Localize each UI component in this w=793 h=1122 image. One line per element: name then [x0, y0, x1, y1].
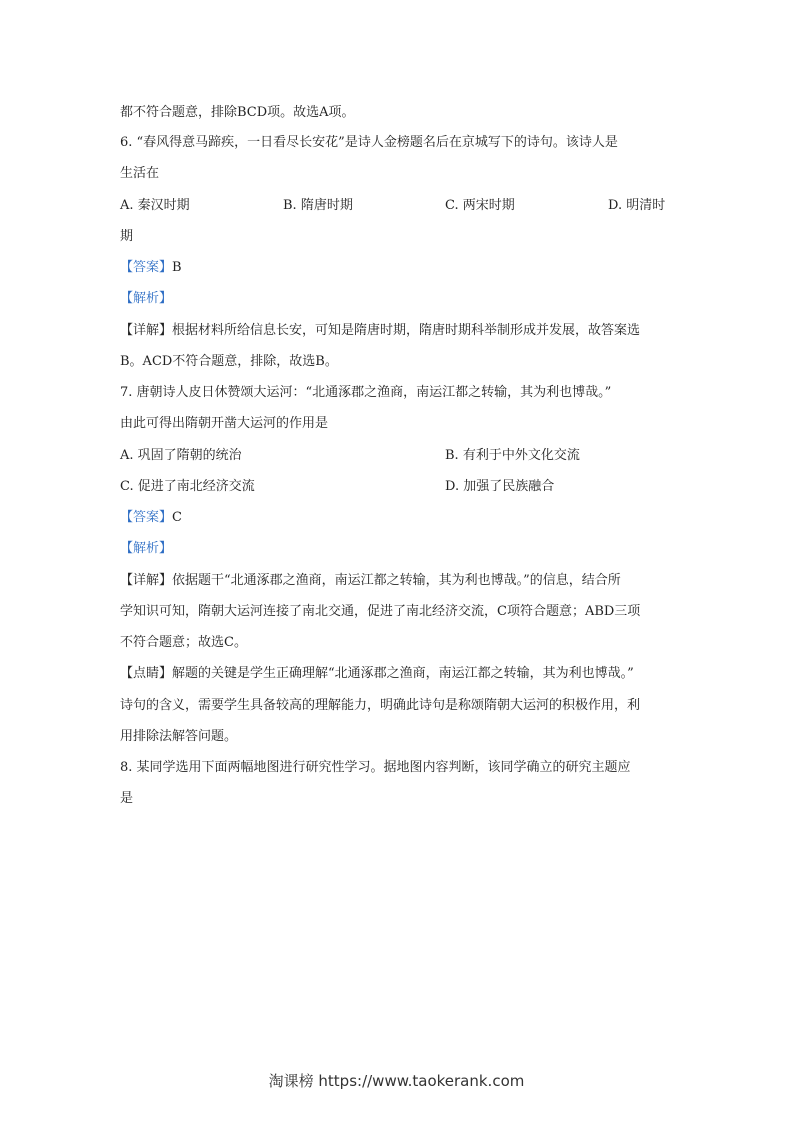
- question-7-detail-line-3: 不符合题意；故选C。: [120, 635, 247, 650]
- question-7-comment-line-3: 用排除法解答问题。: [120, 729, 238, 744]
- question-7-stem-line-1: 7. 唐朝诗人皮日休赞颂大运河：“北通涿郡之渔商，南运江都之转输，其为利也博哉。”: [120, 385, 612, 400]
- question-6-option-d-wrap: 期: [120, 229, 134, 244]
- question-6-option-c: C. 两宋时期: [445, 198, 515, 213]
- question-6-option-d: D. 明清时: [608, 198, 666, 213]
- question-7-stem-line-2: 由此可得出隋朝开凿大运河的作用是: [120, 416, 329, 431]
- detail-text: 根据材料所给信息长安，可知是隋唐时期，隋唐时期科举制形成并发展，故答案选: [172, 323, 641, 338]
- question-7-option-c: C. 促进了南北经济交流: [120, 479, 255, 494]
- detail-text: 依据题干“北通涿郡之渔商，南运江都之转输，其为利也博哉。”的信息，结合所: [172, 573, 621, 588]
- question-6-stem-line-1: 6. “春风得意马蹄疾，一日看尽长安花”是诗人金榜题名后在京城写下的诗句。该诗人是: [120, 135, 618, 150]
- question-7-option-b: B. 有利于中外文化交流: [445, 448, 580, 463]
- detail-label: 【详解】: [120, 323, 173, 338]
- answer-label: 【答案】: [120, 510, 173, 525]
- question-7-option-d: D. 加强了民族融合: [445, 479, 555, 494]
- question-7-detail-line-1: [120, 571, 621, 591]
- question-8-stem-line-1: 8. 某同学选用下面两幅地图进行研究性学习。据地图内容判断，该同学确立的研究主题应: [120, 760, 631, 775]
- answer-value: B: [172, 260, 182, 275]
- question-7-comment-line-2: 诗句的含义，需要学生具备较高的理解能力，明确此诗句是称颂隋朝大运河的积极作用，利: [120, 698, 641, 713]
- question-7-answer: [120, 508, 182, 528]
- comment-label: 【点睛】: [120, 666, 173, 681]
- footer-watermark: 淘课榜 https://www.taokerank.com: [268, 1072, 525, 1090]
- question-6-detail-line-1: [120, 321, 640, 341]
- question-7-comment-line-1: [120, 664, 634, 684]
- detail-label: 【详解】: [120, 573, 173, 588]
- text-line: 都不符合题意，排除BCD项。故选A项。: [120, 105, 355, 120]
- question-6-detail-line-2: B。ACD不符合题意，排除，故选B。: [120, 354, 338, 369]
- answer-label: 【答案】: [120, 260, 173, 275]
- question-6-answer: [120, 258, 182, 278]
- question-7-detail-line-2: 学知识可知，隋朝大运河连接了南北交通，促进了南北经济交流，C项符合题意；ABD三项: [120, 604, 641, 619]
- question-8-stem-line-2: 是: [120, 791, 134, 806]
- comment-text: 解题的关键是学生正确理解“北通涿郡之渔商，南运江都之转输，其为利也博哉。”: [172, 666, 634, 681]
- question-7-analysis-label: 【解析】: [120, 541, 173, 556]
- question-7-option-a: A. 巩固了隋朝的统治: [120, 448, 242, 463]
- question-6-option-b: B. 隋唐时期: [283, 198, 353, 213]
- question-6-option-a: A. 秦汉时期: [120, 198, 190, 213]
- question-6-stem-line-2: 生活在: [120, 166, 160, 181]
- question-6-analysis-label: 【解析】: [120, 291, 173, 306]
- answer-value: C: [172, 510, 182, 525]
